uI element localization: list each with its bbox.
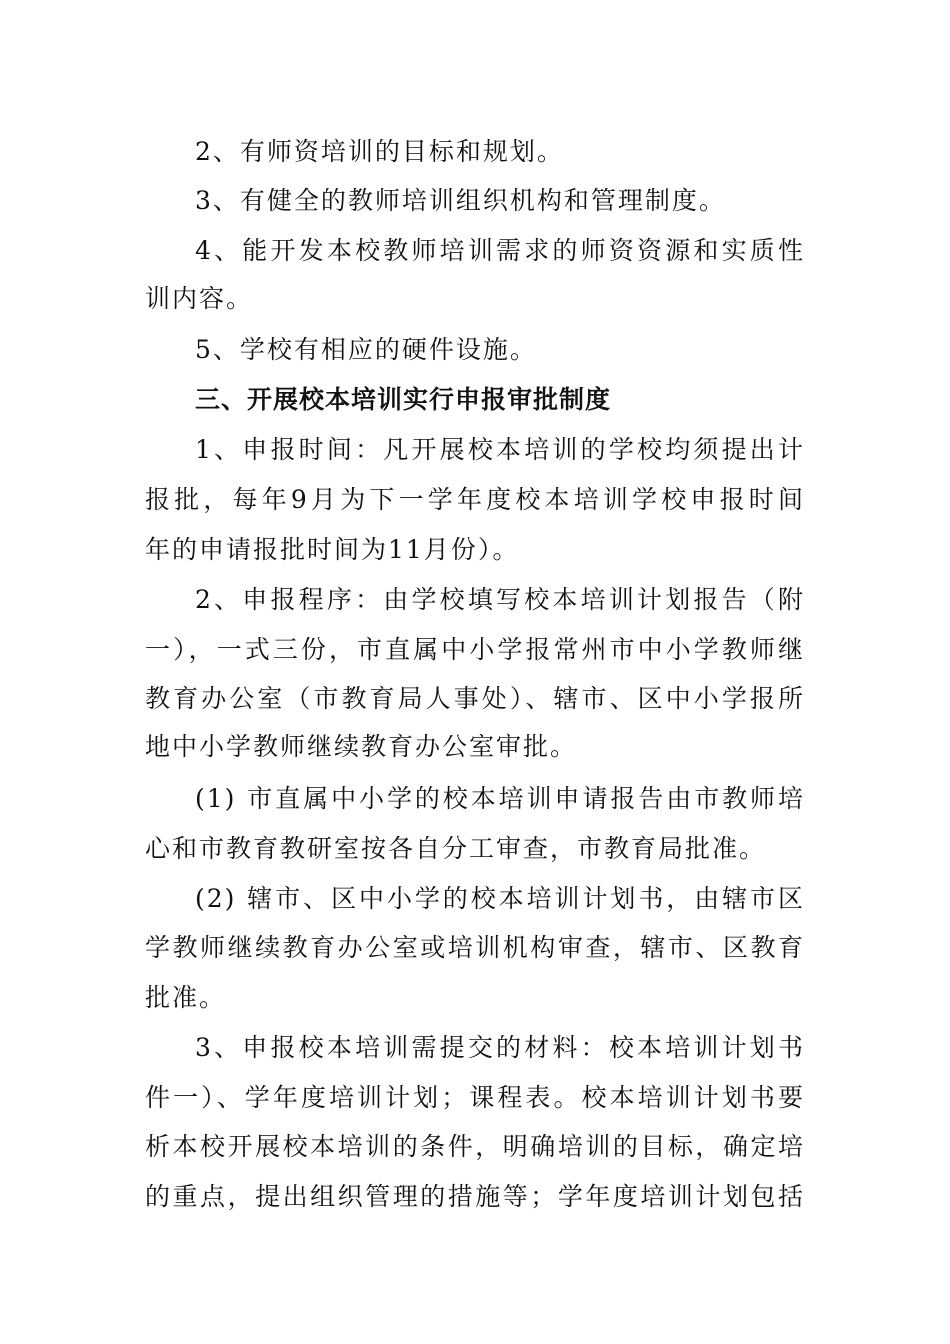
text-line: 件一）、学年度培训计划；课程表。校本培训计划书要 [145,1083,805,1112]
text-line: 2、申报程序：由学校填写校本培训计划报告（附 [195,585,805,614]
text-line: 训内容。 [145,284,254,313]
text-line: 3、有健全的教师培训组织机构和管理制度。 [195,186,726,215]
text-line: 3、申报校本培训需提交的材料：校本培训计划书 [195,1033,805,1062]
text-line: 学教师继续教育办公室或培训机构审查，辖市、区教育 [145,933,805,962]
text-line: 地中小学教师继续教育办公室审批。 [145,732,578,761]
text-line: 批准。 [145,983,227,1012]
text-line: 年的申请报批时间为11月份）。 [145,535,520,564]
text-line: 5、学校有相应的硬件设施。 [195,335,537,364]
text-line: 的重点，提出组织管理的措施等；学年度培训计划包括 [145,1182,805,1211]
text-line: 教育办公室（市教育局人事处）、辖市、区中小学报所 [145,684,805,713]
text-line: (1) 市直属中小学的校本培训申请报告由市教师培 [195,784,805,813]
text-line: 1、申报时间：凡开展校本培训的学校均须提出计 [195,435,805,464]
text-line: 析本校开展校本培训的条件，明确培训的目标，确定培 [145,1132,805,1161]
section-heading: 三、开展校本培训实行申报审批制度 [195,385,612,414]
text-line: 一），一式三份，市直属中小学报常州市中小学教师继 [145,635,805,664]
text-line: 报批，每年9月为下一学年度校本培训学校申报时间 [145,485,805,514]
text-line: 心和市教育教研室按各自分工审查，市教育局批准。 [145,834,767,863]
text-line: 4、能开发本校教师培训需求的师资资源和实质性 [195,236,805,265]
text-line: 2、有师资培训的目标和规划。 [195,137,564,166]
text-line: (2) 辖市、区中小学的校本培训计划书，由辖市区 [195,884,805,913]
